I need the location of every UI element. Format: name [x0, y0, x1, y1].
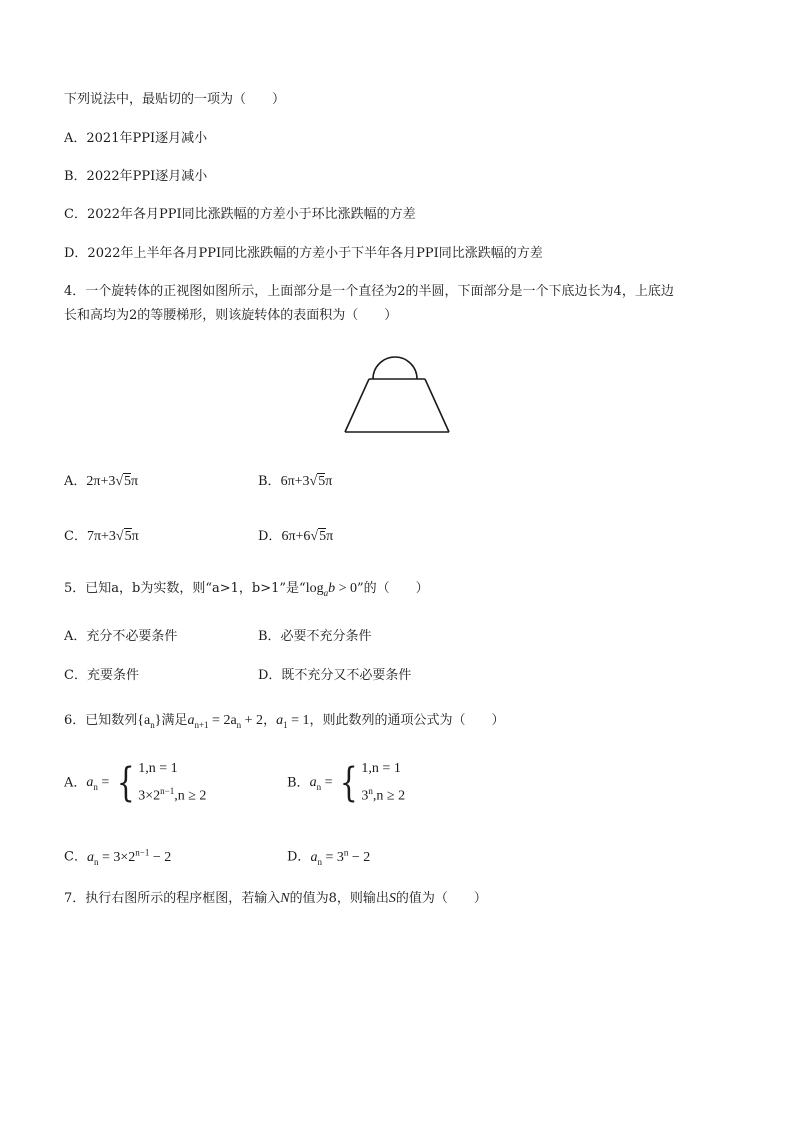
- q3-option-d: D．2022年上半年各月PPI同比涨跌幅的方差小于下半年各月PPI同比涨跌幅的方差: [64, 246, 543, 261]
- q4-option-b: B．6π+3√5π: [258, 474, 333, 489]
- q5-option-c: C．充要条件: [64, 668, 139, 683]
- q3-option-c: C．2022年各月PPI同比涨跌幅的方差小于环比涨跌幅的方差: [64, 207, 416, 222]
- q5-option-a: A．充分不必要条件: [64, 629, 178, 644]
- q6-option-d: D．$a_n = 3^n - 2$: [287, 847, 371, 867]
- q4-option-a: A．2π+3√5π: [64, 474, 139, 489]
- q4-option-d: D．6π+6√5π: [258, 529, 334, 544]
- q4-stem-line1: 4．一个旋转体的正视图如图所示，上面部分是一个直径为2的半圆，下面部分是一个下底边长为4，上底边: [64, 284, 674, 299]
- q3-option-a: A．2021年PPI逐月减小: [64, 131, 208, 146]
- q3-prompt: 下列说法中，最贴切的一项为（ ）: [64, 92, 286, 107]
- q4-figure: [338, 346, 456, 438]
- q6-option-c: C．$a_n = 3\times 2^{n-1} - 2$: [64, 847, 172, 867]
- q6-option-b: B．$a_n$ = { 1,n = 1 $3^n,n \ge 2$: [287, 759, 406, 806]
- semicircle: [373, 357, 417, 379]
- q5-stem: 5．已知a，b为实数，则“a>1，b>1”是“$\log_ab > 0$”的（ ）: [64, 581, 429, 598]
- trapezoid-right: [425, 379, 449, 432]
- q5-option-d: D．既不充分又不必要条件: [258, 668, 412, 683]
- q7-stem: 7．执行右图所示的程序框图，若输入N的值为8，则输出S的值为（ ）: [64, 891, 487, 906]
- q5-option-b: B．必要不充分条件: [258, 629, 372, 644]
- trapezoid-left: [345, 379, 369, 432]
- q4-stem-line2: 长和高均为2的等腰梯形，则该旋转体的表面积为（ ）: [64, 308, 398, 323]
- q6-stem: 6．已知数列$\{a_n\}$满足$a_{n+1} = 2a_n + 2$，$a_1 = 1$，则此数列的通项公式为（ ）: [64, 713, 505, 730]
- q3-option-b: B．2022年PPI逐月减小: [64, 169, 208, 184]
- q6-option-a: A．$a_n$ = { 1,n = 1 $3\times 2^{n-1},n \ge 2$: [64, 759, 207, 806]
- q4-option-c: C．7π+3√5π: [64, 529, 139, 544]
